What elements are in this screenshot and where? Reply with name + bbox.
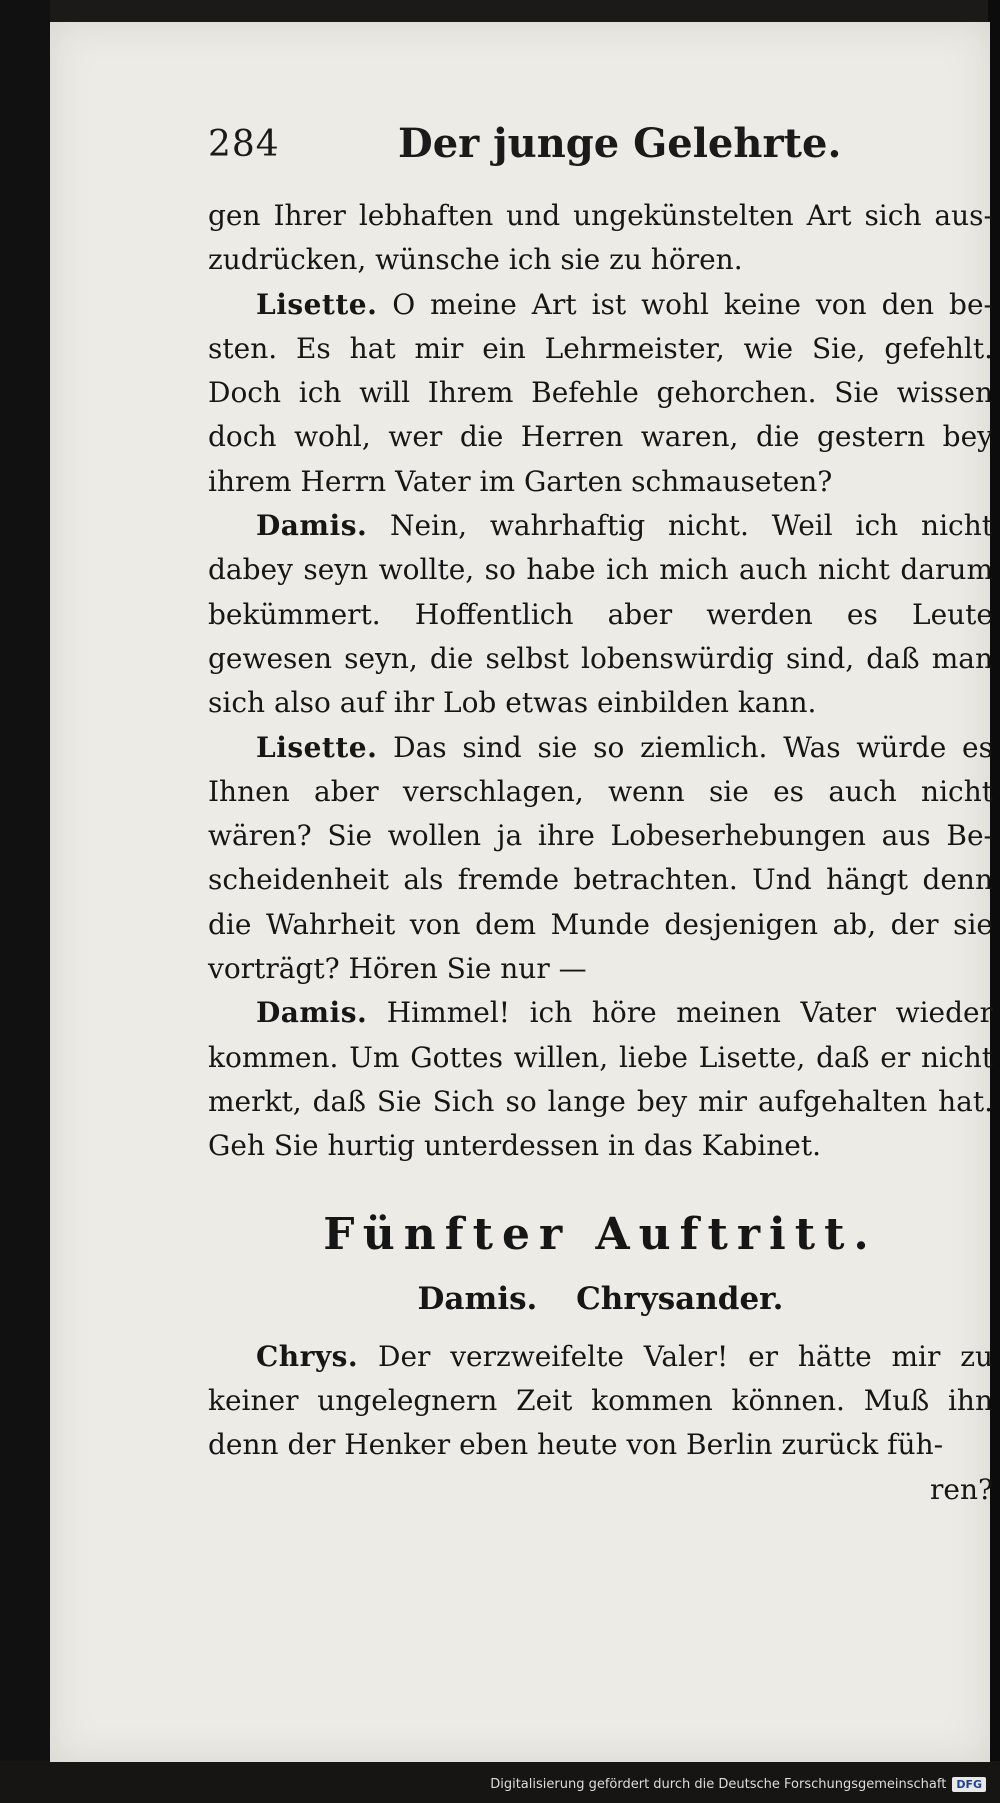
dialogue-text: Der verzweifelte Valer! er hätte mir zu keiner ungelegnern Zeit kommen können. Muß ihn denn der Henker eben heute von Berlin zurück füh- xyxy=(208,1339,993,1462)
catchword: ren? xyxy=(930,1472,993,1506)
page-header xyxy=(208,120,842,180)
dialogue-chrysander-1 xyxy=(208,1335,993,1468)
speaker-label: Chrys. xyxy=(256,1339,359,1373)
dialogue-text: Himmel! ich höre meinen Vater wieder kommen. Um Gottes willen, liebe Lisette, daß er nicht merkt, daß Sie Sich so lange bey mir aufgehalten hat. Geh Sie hurtig unterdessen in das Kabinet. xyxy=(208,996,993,1163)
running-title: Der junge Gelehrte. xyxy=(398,120,842,167)
dfg-logo: DFG xyxy=(952,1777,986,1792)
speaker-label: Damis. xyxy=(256,509,368,543)
speaker-label: Lisette. xyxy=(256,287,378,321)
speaker-label: Lisette. xyxy=(256,730,378,764)
credit-text: Digitalisierung gefördert durch die Deutsche Forschungsgemeinschaft xyxy=(490,1776,947,1792)
digitization-credit xyxy=(490,1773,986,1795)
dialogue-damis-2 xyxy=(208,991,993,1168)
dialogue-lisette-1 xyxy=(208,283,993,504)
page-text xyxy=(208,194,993,1512)
dialogue-text: O meine Art ist wohl keine von den besten. Es hat mir ein Lehrmeister, wie Sie, gefehlt. Doch ich will Ihrem Befehle gehorchen. Sie wissen doch wohl, wer die Herren waren, die gestern bey ihrem Herrn Vater im Garten schmauseten? xyxy=(208,287,993,498)
scene-persons: Damis. Chrysander. xyxy=(417,1280,784,1317)
page-number: 284 xyxy=(208,124,280,165)
dialogue-lisette-2 xyxy=(208,726,993,992)
speaker-label: Damis. xyxy=(256,996,368,1030)
paragraph-continuation: gen Ihrer lebhaften und ungekünstelten Art sich auszudrücken, wünsche ich sie zu hören. xyxy=(208,199,993,277)
book-page xyxy=(50,22,993,1762)
scan-border-left xyxy=(0,0,50,1803)
dialogue-damis-1 xyxy=(208,504,993,725)
dialogue-text: Nein, wahrhaftig nicht. Weil ich nicht dabey seyn wollte, so habe ich mich auch nicht darum bekümmert. Hoffentlich aber werden es Leute gewesen seyn, die selbst lobenswürdig sind, daß man sich also auf ihr Lob etwas einbilden kann. xyxy=(208,509,993,720)
dialogue-text: Das sind sie so ziemlich. Was würde es Ihnen aber verschlagen, wenn sie es auch nicht wären? Sie wollen ja ihre Lobeserhebungen aus Bescheidenheit als fremde betrachten. Und hängt denn die Wahrheit von dem Munde desjenigen ab, der sie vorträgt? Hören Sie nur — xyxy=(208,730,993,986)
scene-heading: Fünfter Auftritt. xyxy=(323,1208,878,1260)
